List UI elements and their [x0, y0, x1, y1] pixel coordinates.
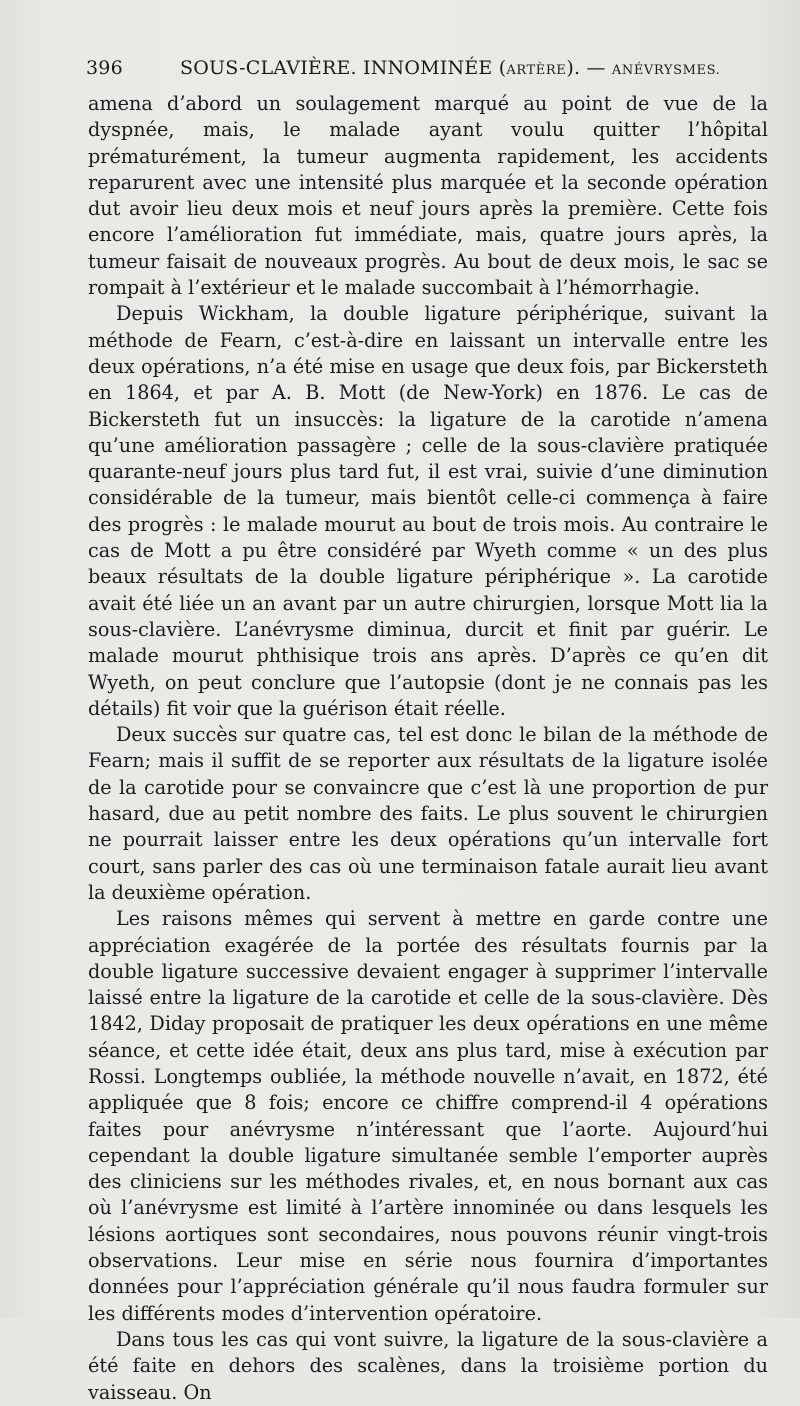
- paragraph-wickham: Depuis Wickham, la double ligature périphérique, suivant la méthode de Fearn, c’est-à-dire en laissant un intervalle entre les deux opérations, n’a été mise en usage que deux fois, par Bickersteth en 1864, et par A. B. Mott (de New-York) en 1876. Le cas de Bickersteth fut un insuccès: la ligature de la carotide n’amena qu’une amélioration passagère ; celle de la sous-clavière pratiquée quarante-neuf jours plus tard fut, il est vrai, suivie d’une diminution considérable de la tumeur, mais bientôt celle-ci commença à faire des progrès : le malade mourut au bout de trois mois. Au contraire le cas de Mott a pu être considéré par Wyeth comme « un des plus beaux résultats de la double ligature périphérique ». La carotide avait été liée un an avant par un autre chirurgien, lorsque Mott lia la sous-clavière. L’anévrysme diminua, durcit et finit par guérir. Le malade mourut phthisique trois ans après. D’après ce qu’en dit Wyeth, on peut conclure que l’autopsie (dont je ne connais pas les détails) fit voir que la guérison était réelle.: [88, 302, 768, 720]
- paragraph-subclavian-ligature: Dans tous les cas qui vont suivre, la ligature de la sous-clavière a été faite en dehors des scalènes, dans la troisième portion du vaisseau. On: [88, 1327, 768, 1404]
- running-title-close: ).: [566, 57, 581, 79]
- running-title-section: ANÉVRYSMES.: [611, 63, 721, 78]
- page-number: 396: [86, 57, 123, 79]
- running-title-dash: —: [580, 57, 612, 79]
- paragraph-simultaneous-ligature: Les raisons mêmes qui servent à mettre en garde contre une appréciation exagérée de la portée des résultats fournis par la double ligature successive devaient engager à supprimer l’intervalle laissé entre la ligature de la carotide et celle de la sous-clavière. Dès 1842, Diday proposait de pratiquer les deux opérations en une même séance, et cette idée était, deux ans plus tard, mise à exécution par Rossi. Longtemps oubliée, la méthode nouvelle n’avait, en 1872, été appliquée que 8 fois; encore ce chiffre comprend-il 4 opérations faites pour anévrysme n’intéressant que l’aorte. Aujourd’hui cependant la double ligature simultanée semble l’emporter auprès des cliniciens sur les méthodes rivales, et, en nous bornant aux cas où l’anévrysme est limité à l’artère innominée ou dans lesquels les lésions aortiques sont secondaires, nous pouvons réunir vingt-trois observations. Leur mise en série nous fournira d’importantes données pour l’appréciation générale qu’il nous faudra formuler sur les différents modes d’intervention opératoire.: [88, 907, 768, 1325]
- paragraph-fearn-results: Deux succès sur quatre cas, tel est donc le bilan de la méthode de Fearn; mais il suffit de se reporter aux résultats de la ligature isolée de la carotide pour se convaincre que c’est là une proportion de pur hasard, due au petit nombre des faits. Le plus souvent le chirurgien ne pourrait laisser entre les deux opérations qu’un intervalle fort court, sans parler des cas où une terminaison fatale aurait lieu avant la deuxième opération.: [88, 723, 768, 904]
- paragraph-continuation: amena d’abord un soulagement marqué au point de vue de la dyspnée, mais, le malade ayant voulu quitter l’hôpital prématurément, la tumeur augmenta rapidement, les accidents reparurent avec une intensité plus marquée et la seconde opération dut avoir lieu deux mois et neuf jours après la première. Cette fois encore l’amélioration fut immédiate, mais, quatre jours après, la tumeur faisait de nouveaux progrès. Au bout de deux mois, le sac se rompait à l’extérieur et le malade succombait à l’hémorrhagie.: [88, 92, 768, 300]
- running-title-artere: ARTÈRE: [506, 63, 567, 78]
- running-title-main: SOUS-CLAVIÈRE. INNOMINÉE (: [180, 57, 507, 79]
- running-title: [180, 57, 720, 79]
- body-text: [88, 91, 768, 1406]
- running-header: [86, 57, 766, 87]
